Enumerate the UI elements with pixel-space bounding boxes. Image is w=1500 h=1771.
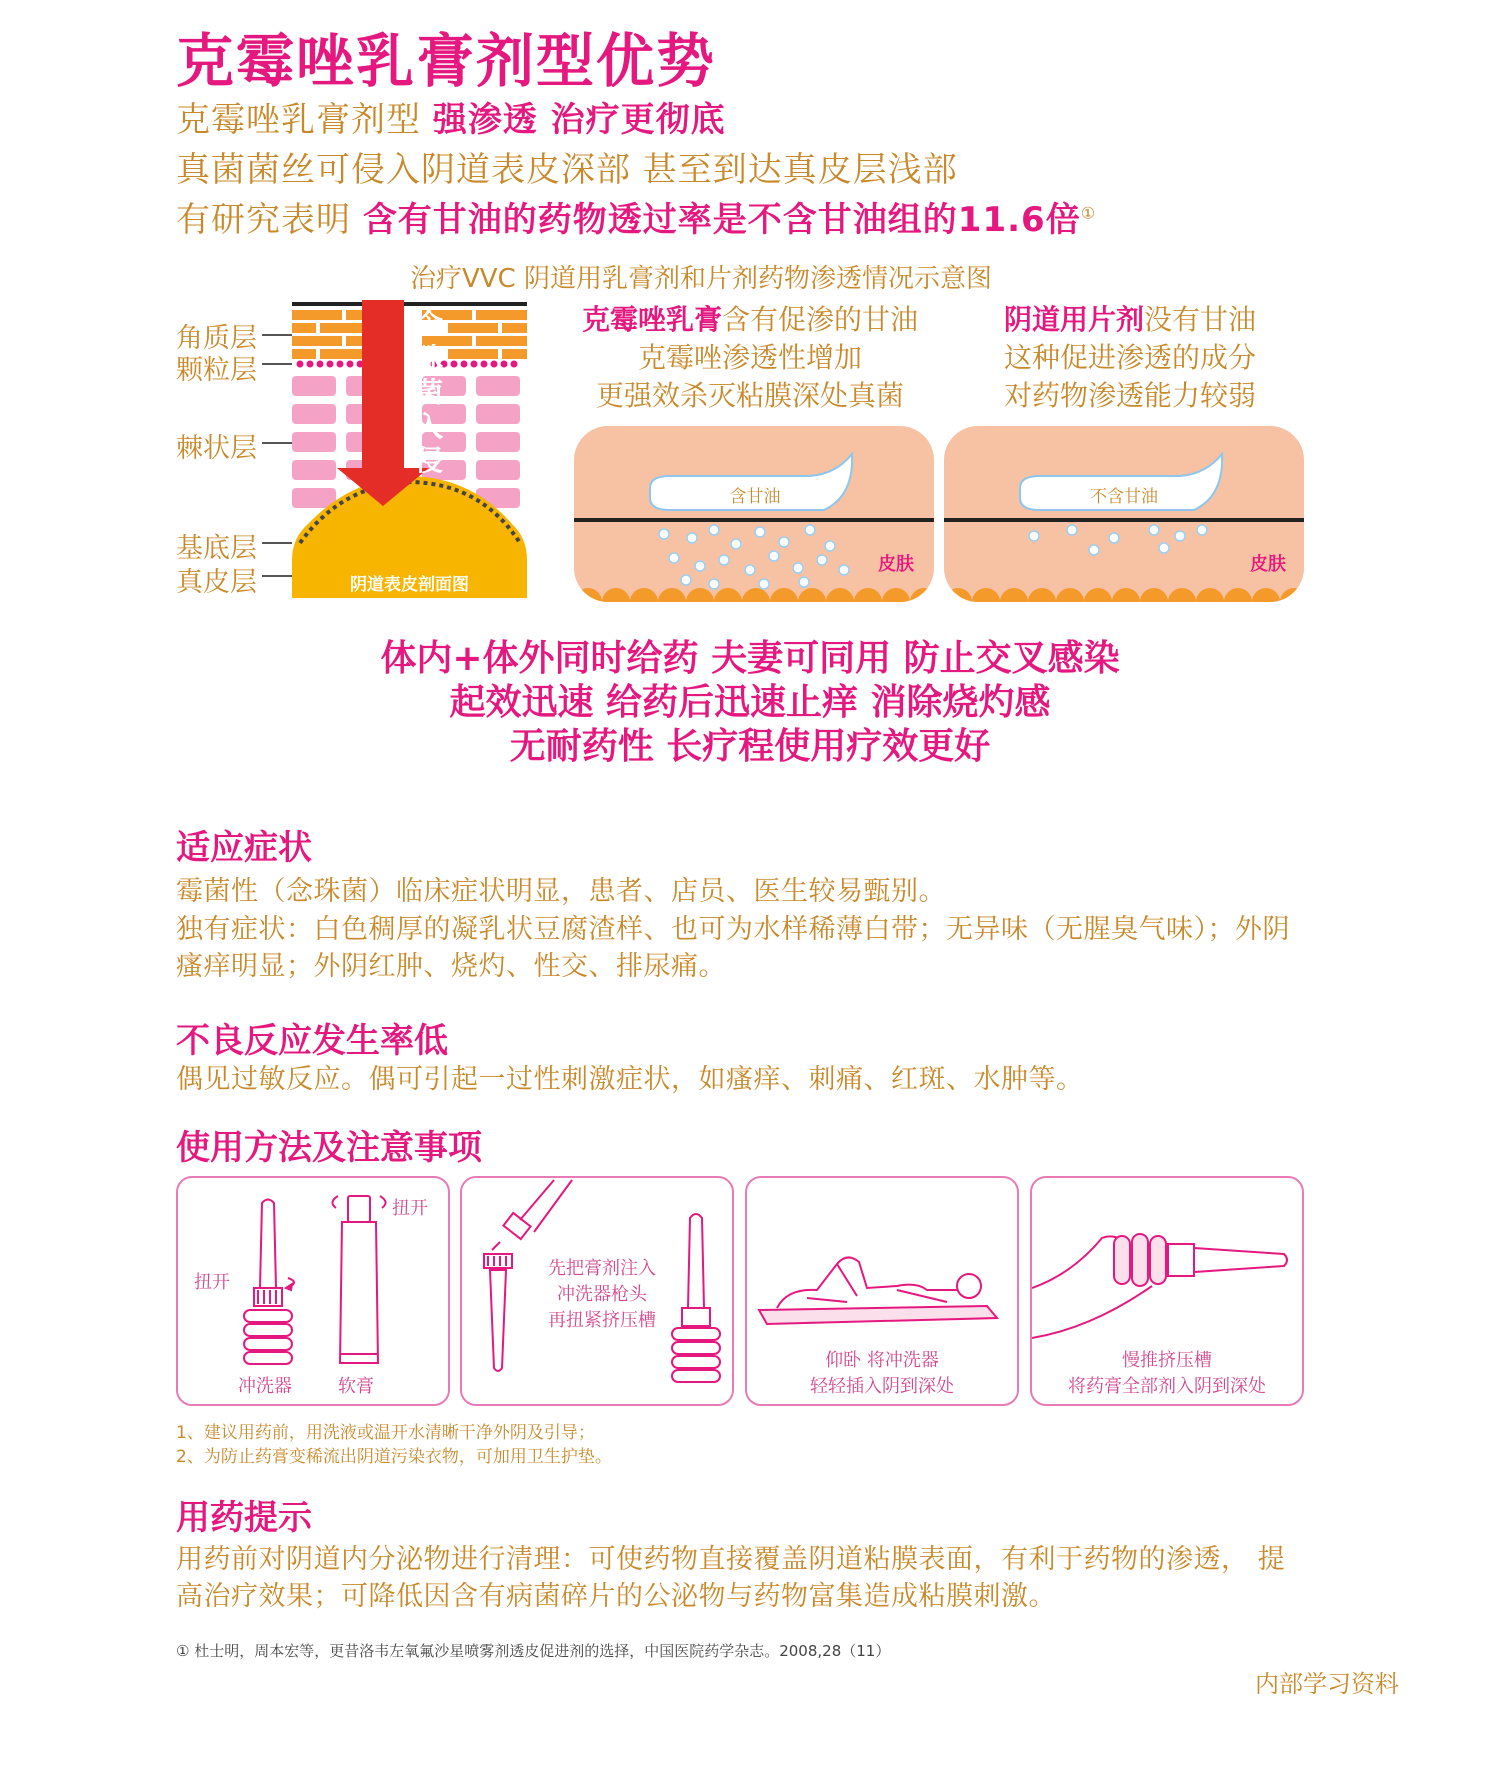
washer-label: 冲洗器: [238, 1376, 292, 1397]
cream-desc-line-1: [570, 298, 930, 338]
intro-line-1-plain: 克霉唑乳膏剂型: [176, 100, 433, 140]
usage-step-1-panel: [176, 1176, 450, 1406]
intro-line-1-strong: 强渗透 治疗更彻底: [432, 100, 726, 140]
footnote: ① 杜士明，周本宏等，更昔洛韦左氧氟沙星喷雾剂透皮促进剂的选择，中国医院药学杂志。2008,28（11）: [176, 1642, 891, 1660]
usage-note-2: 2、为防止药膏变稀流出阴道污染衣物，可加用卫生护垫。: [176, 1447, 612, 1467]
section-caption: 阴道表皮剖面图: [350, 575, 469, 595]
intro-line-3-plain: 有研究表明: [176, 200, 363, 240]
cream-desc-plain: 含有促渗的甘油: [722, 303, 919, 336]
tablet-desc-plain: 没有甘油: [1144, 303, 1257, 336]
fill-instruction-line: 再扭紧挤压槽: [548, 1310, 656, 1331]
intro-line-1: [176, 92, 726, 141]
usage-step-2-panel: [460, 1176, 734, 1406]
cream-skin-label: 皮肤: [878, 554, 914, 575]
fill-instruction-line: 先把膏剂注入: [548, 1258, 656, 1279]
intro-line-2: 真菌菌丝可侵入阴道表皮深部 甚至到达真皮层浅部: [176, 150, 958, 190]
twist-open-label-right: 扭开: [392, 1198, 428, 1219]
usage-step-3-panel: [745, 1176, 1019, 1406]
fill-instruction-line: 冲洗器枪头: [557, 1284, 647, 1305]
layer-label-stratum-corneum: 角质层: [176, 323, 257, 354]
arrow-char: 珠: [414, 342, 443, 375]
lying-instructions: [747, 1348, 1017, 1400]
indications-heading: 适应症状: [176, 828, 312, 868]
usage-note-1: 1、建议用药前，用洗液或温开水清晰干净外阴及引导；: [176, 1423, 595, 1443]
layer-label-basal: 基底层: [176, 533, 257, 564]
epidermis-section-diagram: [262, 298, 537, 603]
usage-step-4-panel: [1030, 1176, 1304, 1406]
adverse-heading: 不良反应发生率低: [176, 1021, 448, 1061]
tablet-glycerin-label: 不含甘油: [1090, 487, 1158, 507]
tips-heading: 用药提示: [176, 1498, 312, 1538]
lying-instruction-line: 轻轻插入阴到深处: [810, 1376, 954, 1397]
intro-line-3: [176, 192, 1096, 241]
cream-glycerin-label: 含甘油: [729, 487, 781, 507]
arrow-char: 侵: [414, 444, 443, 477]
cream-desc-line-2: 克霉唑渗透性增加: [637, 341, 862, 374]
push-instruction-line: 将药膏全部剂入阴到深处: [1068, 1376, 1266, 1397]
indications-para-2: 独有症状：白色稠厚的凝乳状豆腐渣样、也可为水样稀薄白带；无异味（无腥臭气味）；外阴瘙痒明显；外阴红肿、烧灼、性交、排尿痛。: [176, 914, 1290, 982]
ointment-label: 软膏: [338, 1376, 374, 1397]
arrow-char: 念: [414, 308, 443, 341]
cream-name: 克霉唑乳膏: [581, 303, 722, 336]
page-title: 克霉唑乳膏剂型优势: [176, 27, 717, 95]
tips-para: 用药前对阴道内分泌物进行清理：可使药物直接覆盖阴道粘膜表面，有利于药物的渗透， 提高治疗效果；可降低因含有病菌碎片的公泌物与药物富集造成粘膜刺激。: [176, 1544, 1286, 1612]
arrow-char: 入: [414, 410, 443, 443]
usage-heading: 使用方法及注意事项: [176, 1128, 482, 1168]
diagram-title: 治疗VVC 阴道用乳膏剂和片剂药物渗透情况示意图: [410, 264, 992, 294]
reference-marker: ①: [1080, 203, 1097, 223]
feature-line-3: 无耐药性 长疗程使用疗效更好: [509, 726, 991, 767]
layer-label-granular: 颗粒层: [176, 355, 257, 386]
twist-open-label-left: 扭开: [194, 1272, 230, 1293]
push-instruction-line: 慢推挤压槽: [1122, 1350, 1212, 1371]
fill-instructions: [532, 1256, 672, 1334]
arrow-text: [413, 308, 445, 478]
cream-desc-line-3: 更强效杀灭粘膜深处真菌: [595, 379, 904, 412]
internal-material-label: 内部学习资料: [1255, 1670, 1399, 1698]
lying-instruction-line: 仰卧 将冲洗器: [825, 1350, 939, 1371]
feature-line-2: 起效迅速 给药后迅速止痒 消除烧灼感: [449, 682, 1051, 723]
arrow-char: 菌: [414, 376, 443, 409]
layer-label-spinous: 棘状层: [176, 433, 257, 464]
indications-para-1: 霉菌性（念珠菌）临床症状明显，患者、店员、医生较易甄别。: [176, 876, 946, 907]
intro-line-3-strong: 含有甘油的药物透过率是不含甘油组的11.6倍: [362, 200, 1081, 240]
layer-label-dermis: 真皮层: [176, 567, 257, 598]
feature-line-1: 体内+体外同时给药 夫妻可同用 防止交叉感染: [380, 638, 1120, 679]
push-instructions: [1032, 1348, 1302, 1400]
tablet-name: 阴道用片剂: [1003, 303, 1144, 336]
tablet-desc-line-2: 这种促进渗透的成分: [1003, 341, 1256, 374]
tablet-desc-line-3: 对药物渗透能力较弱: [1003, 379, 1256, 412]
adverse-para: 偶见过敏反应。偶可引起一过性刺激症状，如瘙痒、刺痛、红斑、水肿等。: [176, 1064, 1084, 1095]
tablet-skin-label: 皮肤: [1250, 554, 1286, 575]
tablet-desc-line-1: [980, 298, 1280, 338]
